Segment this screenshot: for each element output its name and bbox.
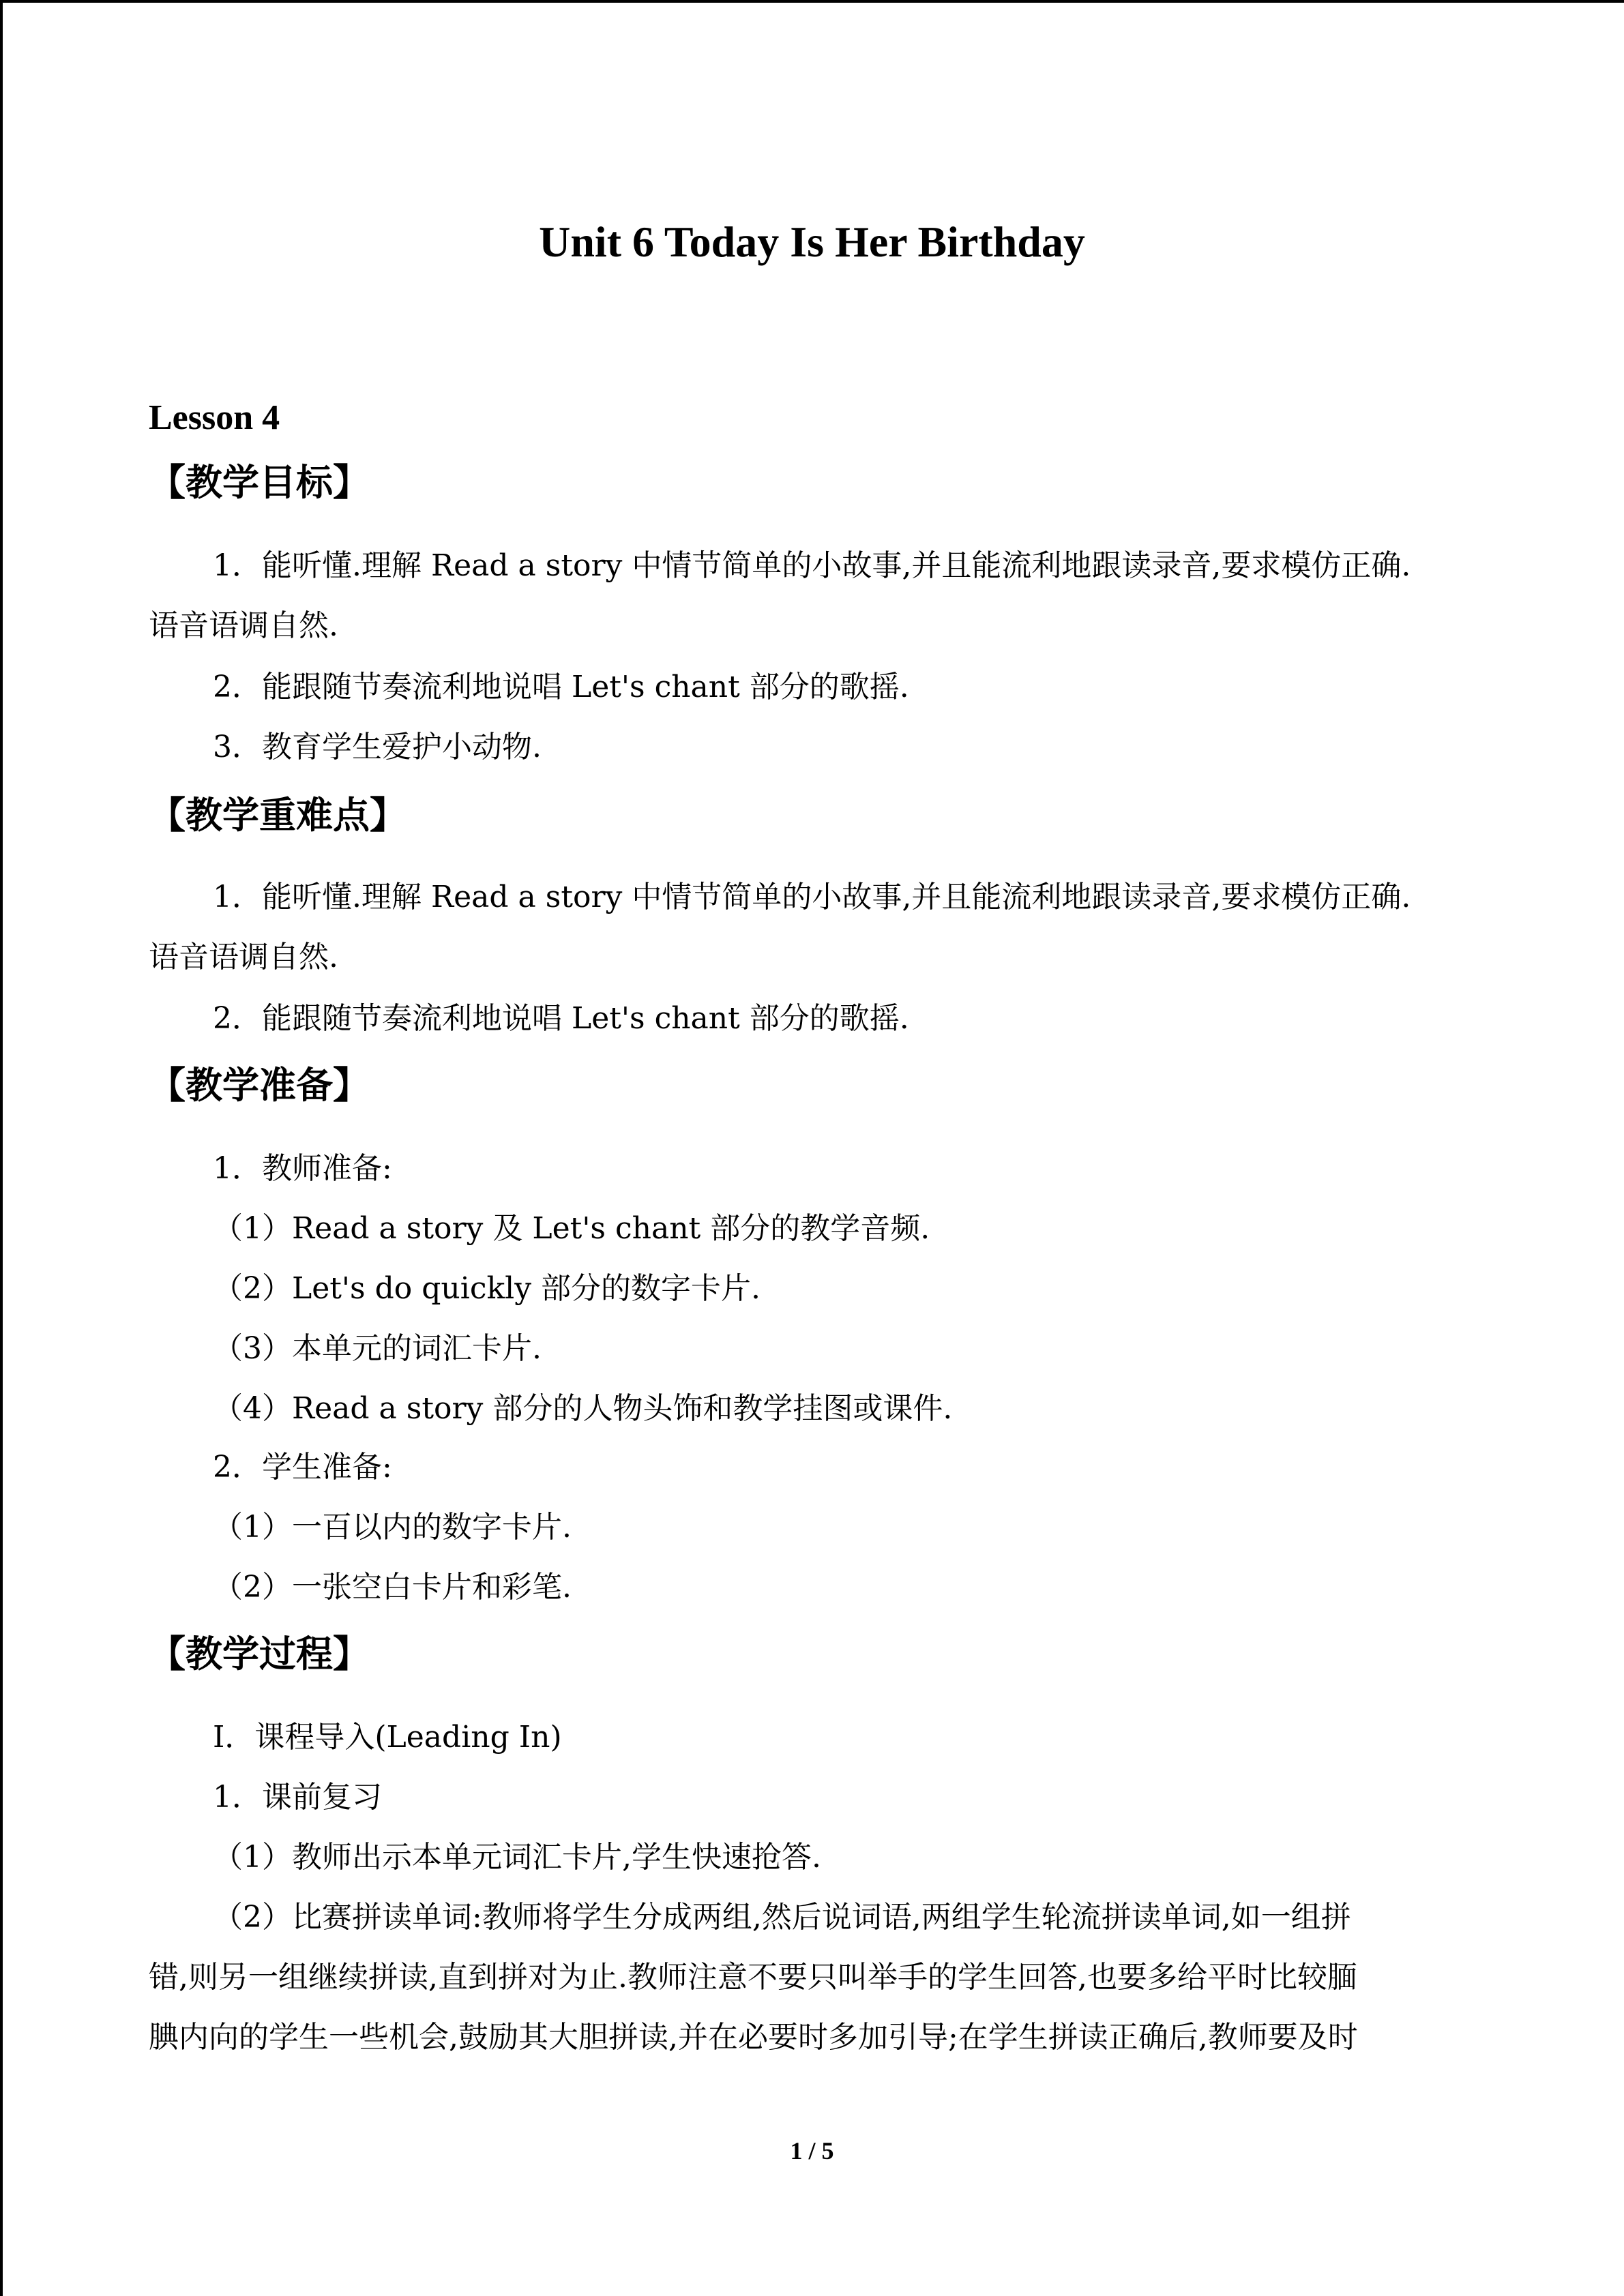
objectives-line-3: 3．教育学生爱护小动物. <box>213 730 542 764</box>
preparation-line-7: （1）一百以内的数字卡片. <box>213 1510 572 1545</box>
process-line-4: （2）比赛拼读单词:教师将学生分成两组,然后说词语,两组学生轮流拼读单词,如一组拼 <box>213 1900 1351 1935</box>
process-line-3: （1）教师出示本单元词汇卡片,学生快速抢答. <box>213 1840 821 1875</box>
lesson-label: Lesson 4 <box>149 398 280 437</box>
objectives-line-1-cont: 语音语调自然. <box>149 608 338 643</box>
preparation-line-4: （3）本单元的词汇卡片. <box>213 1331 542 1366</box>
objectives-line-1: 1．能听懂.理解 Read a story 中情节简单的小故事,并且能流利地跟读录音,要求模仿正确. <box>213 548 1411 583</box>
process-line-1: Ⅰ．课程导入(Leading In) <box>213 1720 562 1755</box>
process-line-2: 1．课前复习 <box>213 1780 382 1815</box>
preparation-line-8: （2）一张空白卡片和彩笔. <box>213 1570 572 1605</box>
preparation-heading: 【教学准备】 <box>149 1064 370 1107</box>
left-border <box>0 0 3 2296</box>
preparation-line-3: （2）Let's do quickly 部分的数字卡片. <box>213 1271 761 1306</box>
key-points-line-1: 1．能听懂.理解 Read a story 中情节简单的小故事,并且能流利地跟读录音,要求模仿正确. <box>213 880 1411 914</box>
preparation-line-6: 2．学生准备: <box>213 1450 392 1485</box>
process-line-6: 腆内向的学生一些机会,鼓励其大胆拼读,并在必要时多加引导;在学生拼读正确后,教师要及时 <box>149 2020 1358 2055</box>
process-line-5: 错,则另一组继续拼读,直到拼对为止.教师注意不要只叫举手的学生回答,也要多给平时比较腼 <box>149 1960 1357 1995</box>
preparation-line-5: （4）Read a story 部分的人物头饰和教学挂图或课件. <box>213 1391 953 1426</box>
preparation-line-1: 1．教师准备: <box>213 1151 392 1186</box>
page-number: 1 / 5 <box>790 2137 834 2164</box>
key-points-line-2: 2．能跟随节奏流利地说唱 Let's chant 部分的歌摇. <box>213 1001 909 1036</box>
key-points-heading: 【教学重难点】 <box>149 794 407 837</box>
process-heading: 【教学过程】 <box>149 1632 370 1675</box>
top-border <box>0 0 1624 3</box>
page-title: Unit 6 Today Is Her Birthday <box>539 218 1085 266</box>
objectives-heading: 【教学目标】 <box>149 461 370 504</box>
preparation-line-2: （1）Read a story 及 Let's chant 部分的教学音频. <box>213 1211 930 1246</box>
key-points-line-1-cont: 语音语调自然. <box>149 940 338 974</box>
objectives-line-2: 2．能跟随节奏流利地说唱 Let's chant 部分的歌摇. <box>213 670 909 704</box>
